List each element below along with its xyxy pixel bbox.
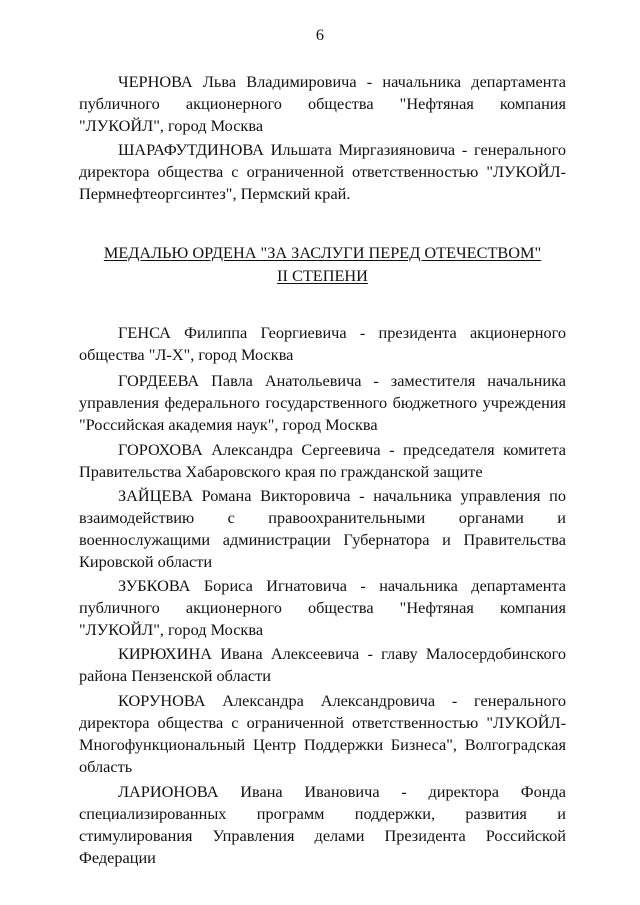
award-entry: КОРУНОВА Александра Александровича - генерального директора общества с ограниченной ответственностью "ЛУКОЙЛ-Многофункциональный Центр Поддержки Бизнеса", Волгоградская область [79, 691, 566, 776]
award-entry: КИРЮХИНА Ивана Алексеевича - главу Малосердобинского района Пензенской области [79, 644, 566, 685]
document-body [79, 71, 566, 869]
section-heading-line: МЕДАЛЬЮ ОРДЕНА "ЗА ЗАСЛУГИ ПЕРЕД ОТЕЧЕСТВОМ" [103, 243, 542, 262]
page-number: 6 [315, 25, 325, 44]
award-entry: ЧЕРНОВА Льва Владимировича - начальника департамента публичного акционерного общества "Нефтяная компания "ЛУКОЙЛ", город Москва [79, 72, 566, 135]
award-entry: ШАРАФУТДИНОВА Ильшата Миргазияновича - генерального директора общества с ограниченной ответственностью "ЛУКОЙЛ-Пермнефтеоргсинтез", Пермский край. [79, 140, 566, 203]
award-entry: ГОРДЕЕВА Павла Анатольевича - заместителя начальника управления федерального государственного бюджетного учреждения "Российская академия наук", город Москва [79, 371, 566, 434]
section-heading [79, 241, 566, 287]
section-heading-line: II СТЕПЕНИ [277, 266, 368, 285]
award-entry: ГЕНСА Филиппа Георгиевича - президента акционерного общества "Л-Х", город Москва [79, 323, 566, 364]
award-entry: ЛАРИОНОВА Ивана Ивановича - директора Фонда специализированных программ поддержки, развития и стимулирования Управления делами Президента Российской Федерации [79, 782, 566, 867]
award-entry: ЗАЙЦЕВА Романа Викторовича - начальника управления по взаимодействию с правоохранительными органами и военнослужащими администрации Губернатора и Правительства Кировской области [79, 486, 566, 571]
award-entry: ЗУБКОВА Бориса Игнатовича - начальника департамента публичного акционерного общества "Нефтяная компания "ЛУКОЙЛ", город Москва [79, 576, 566, 639]
award-entry: ГОРОХОВА Александра Сергеевича - председателя комитета Правительства Хабаровского края по гражданской защите [79, 440, 566, 481]
